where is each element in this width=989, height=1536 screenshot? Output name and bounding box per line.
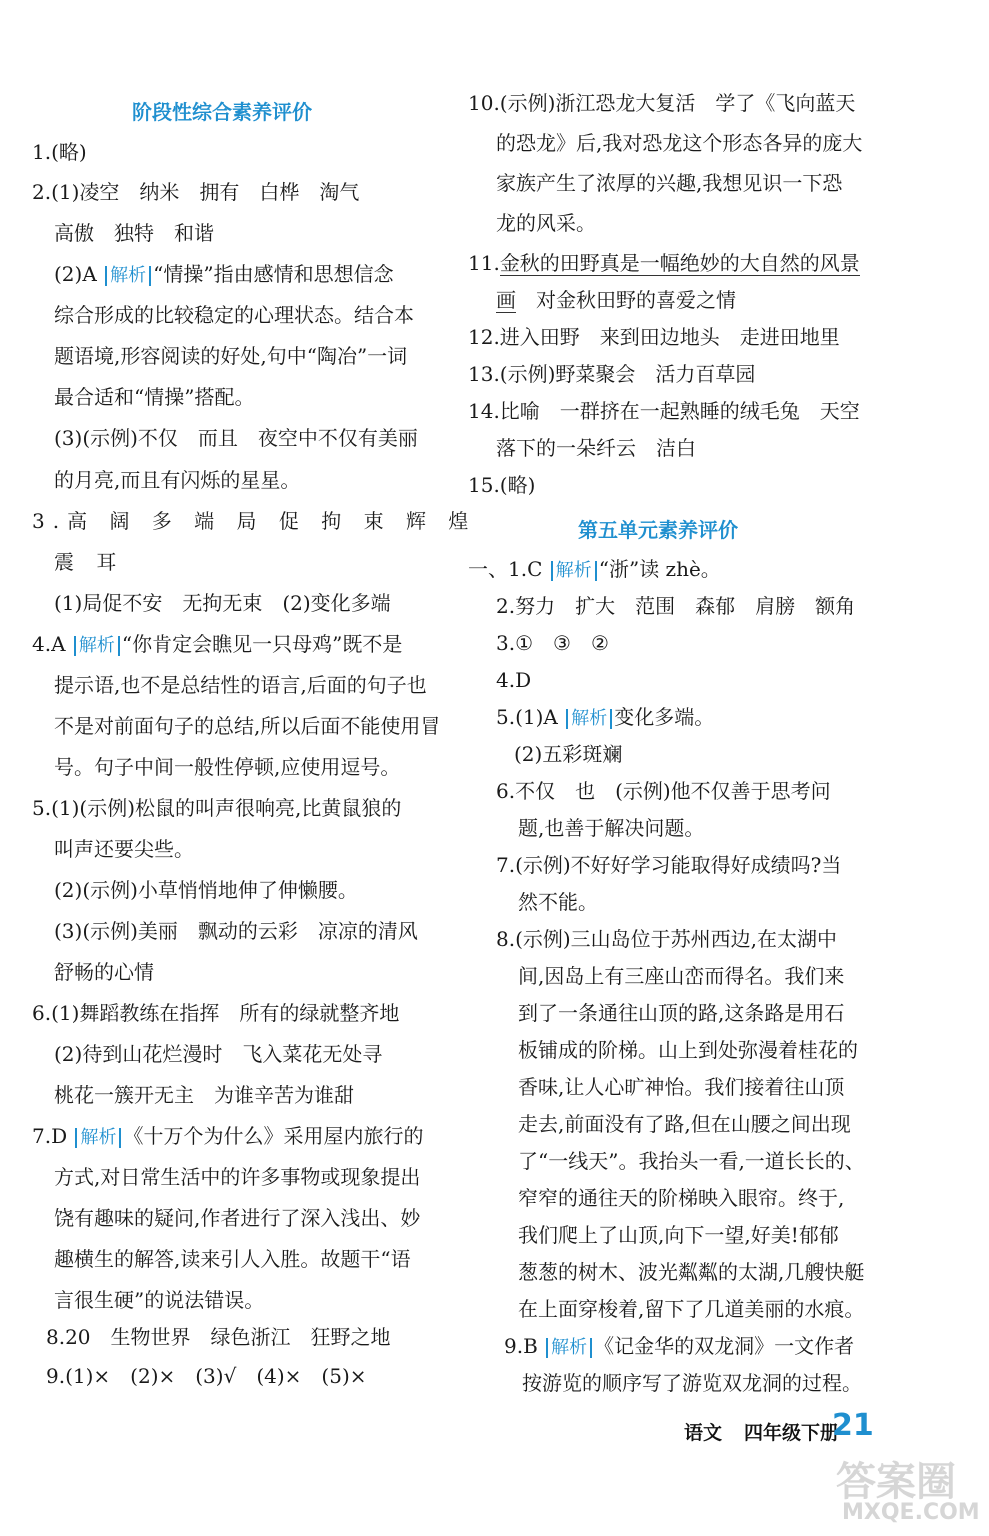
page-number: 21 — [832, 1408, 874, 1443]
answer-line: (3)(示例)不仅 而且 夜空中不仅有美丽 — [54, 426, 418, 450]
answer-line — [504, 1334, 854, 1358]
answer-line: 家族产生了浓厚的兴趣,我想见识一下恐 — [496, 171, 843, 195]
analysis-text: “情操”指由感情和思想信念 — [153, 262, 394, 286]
analysis-tag: 解析 — [105, 266, 151, 286]
answer-line: 5.(1)(示例)松鼠的叫声很响亮,比黄鼠狼的 — [32, 796, 402, 820]
answer-line: 12.进入田野 来到田边地头 走进田地里 — [468, 325, 840, 349]
answer-line: 3.① ③ ② — [496, 631, 609, 655]
answer-line: 的恐龙》后,我对恐龙这个形态各异的庞大 — [496, 131, 863, 155]
answer-line: 饶有趣味的疑问,作者进行了深入浅出、妙 — [54, 1206, 421, 1230]
answer-line: 了“一线天”。我抬头一看,一道长长的、 — [518, 1149, 865, 1173]
footer-grade: 四年级下册 — [744, 1422, 840, 1444]
answer-line — [54, 262, 394, 286]
answer-line: 然不能。 — [518, 890, 598, 914]
answer-line: (2)五彩斑斓 — [514, 742, 623, 766]
answer-line: 落下的一朵纤云 洁白 — [496, 436, 696, 460]
answer-line: 题语境,形容阅读的好处,句中“陶冶”一词 — [54, 344, 408, 368]
answer-text: 对金秋田野的喜爱之情 — [516, 288, 736, 312]
answer-line: 趣横生的解答,读来引人入胜。故题干“语 — [54, 1247, 411, 1271]
answer-line: 在上面穿梭着,留下了几道美丽的水痕。 — [518, 1297, 865, 1321]
answer-line: 到了一条通往山顶的路,这条路是用石 — [518, 1001, 845, 1025]
answer-line: 综合形成的比较稳定的心理状态。结合本 — [54, 303, 414, 327]
answer-line: 8.(示例)三山岛位于苏州西边,在太湖中 — [496, 927, 838, 951]
analysis-tag: 解析 — [75, 1128, 121, 1148]
answer-label: 5.(1)A — [496, 705, 558, 729]
answer-line: 4.D — [496, 668, 532, 692]
answer-line: 9.(1)× (2)× (3)√ (4)× (5)× — [46, 1364, 367, 1388]
answer-line: 14.比喻 一群挤在一起熟睡的绒毛兔 天空 — [468, 399, 860, 423]
answer-label: 一、1.C — [468, 557, 543, 581]
answer-line: 板铺成的阶梯。山上到处弥漫着桂花的 — [518, 1038, 858, 1062]
watermark-url: MXQE.COM — [842, 1500, 980, 1525]
answer-label: 11. — [468, 251, 500, 275]
answer-line: 窄窄的通往天的阶梯映入眼帘。终于, — [518, 1186, 845, 1210]
answer-line — [468, 557, 721, 581]
answer-line — [32, 1124, 423, 1148]
answer-line: 最合适和“情操”搭配。 — [54, 385, 255, 409]
answer-line: 方式,对日常生活中的许多事物或现象提出 — [54, 1165, 421, 1189]
answer-line — [496, 705, 714, 729]
answer-line: 7.(示例)不好好学习能取得好成绩吗?当 — [496, 853, 842, 877]
answer-line: 题,也善于解决问题。 — [518, 816, 705, 840]
answer-line: 香味,让人心旷神怡。我们接着往山顶 — [518, 1075, 845, 1099]
analysis-text: “你肯定会瞧见一只母鸡”既不是 — [121, 632, 403, 656]
analysis-tag: 解析 — [74, 636, 120, 656]
answer-line: 不是对前面句子的总结,所以后面不能使用冒 — [54, 714, 441, 738]
section-heading-right: 第五单元素养评价 — [578, 518, 738, 542]
answer-label: 7.D — [32, 1124, 68, 1148]
answer-line: 6.不仅 也 (示例)他不仅善于思考问 — [496, 779, 831, 803]
answer-line: (2)待到山花烂漫时 飞入菜花无处寻 — [54, 1042, 383, 1066]
answer-line: 高傲 独特 和谐 — [54, 221, 214, 245]
answer-line: (3)(示例)美丽 飘动的云彩 凉凉的清风 — [54, 919, 418, 943]
underlined-answer: 金秋的田野真是一幅绝妙的大自然的风景 — [499, 251, 860, 275]
watermark-logo: 答案圈 — [836, 1459, 956, 1505]
answer-line: 号。句子中间一般性停顿,应使用逗号。 — [54, 755, 401, 779]
answer-line: 提示语,也不是总结性的语言,后面的句子也 — [54, 673, 427, 697]
answer-line: 桃花一簇开无主 为谁辛苦为谁甜 — [54, 1083, 354, 1107]
analysis-tag: 解析 — [551, 561, 597, 581]
answer-line: 龙的风采。 — [496, 211, 596, 235]
answer-line: (1)局促不安 无拘无束 (2)变化多端 — [54, 591, 391, 615]
answer-line: 1.(略) — [32, 140, 87, 164]
answer-line: 走去,前面没有了路,但在山腰之间出现 — [518, 1112, 851, 1136]
answer-line: 10.(示例)浙江恐龙大复活 学了《飞向蓝天 — [468, 91, 856, 115]
answer-line: 叫声还要尖些。 — [54, 837, 194, 861]
answer-line: 的月亮,而且有闪烁的星星。 — [54, 468, 301, 492]
answer-line: 我们爬上了山顶,向下一望,好美!郁郁 — [518, 1223, 839, 1247]
answer-line: 间,因岛上有三座山峦而得名。我们来 — [518, 964, 845, 988]
analysis-text: “浙”读 zhè。 — [598, 557, 721, 581]
answer-line: 13.(示例)野菜聚会 活力百草园 — [468, 362, 756, 386]
answer-line: 言很生硬”的说法错误。 — [54, 1288, 265, 1312]
answer-line: 舒畅的心情 — [54, 960, 154, 984]
answer-line: 15.(略) — [468, 473, 536, 497]
answer-label: 9.B — [504, 1334, 538, 1358]
answer-line: 3.高 阔 多 端 局 促 拘 束 辉 煌 — [32, 509, 477, 533]
answer-line — [496, 288, 736, 312]
answer-line: (2)(示例)小草悄悄地伸了伸懒腰。 — [54, 878, 358, 902]
answer-line — [468, 251, 860, 275]
answer-line: 按游览的顺序写了游览双龙洞的过程。 — [522, 1371, 862, 1395]
answer-line: 葱葱的树木、波光粼粼的太湖,几艘快艇 — [518, 1260, 865, 1284]
answer-line: 震 耳 — [54, 550, 125, 574]
answer-line: 2.努力 扩大 范围 森郁 肩膀 额角 — [496, 594, 856, 618]
analysis-tag: 解析 — [546, 1338, 592, 1358]
answer-label: 4.A — [32, 632, 66, 656]
analysis-text: 变化多端。 — [614, 705, 715, 729]
answer-line: 6.(1)舞蹈教练在指挥 所有的绿就整齐地 — [32, 1001, 400, 1025]
answer-line: 8.20 生物世界 绿色浙江 狂野之地 — [46, 1325, 391, 1349]
analysis-tag: 解析 — [566, 709, 612, 729]
answer-line: 2.(1)凌空 纳米 拥有 白桦 淘气 — [32, 180, 360, 204]
answer-line — [32, 632, 402, 656]
underlined-answer: 画 — [496, 288, 516, 312]
footer-subject: 语文 — [684, 1422, 723, 1444]
answer-label: (2)A — [54, 262, 97, 286]
analysis-text: 《记金华的双龙洞》一文作者 — [594, 1334, 855, 1358]
analysis-text: 《十万个为什么》采用屋内旅行的 — [123, 1124, 424, 1148]
section-heading-left: 阶段性综合素养评价 — [132, 100, 312, 124]
